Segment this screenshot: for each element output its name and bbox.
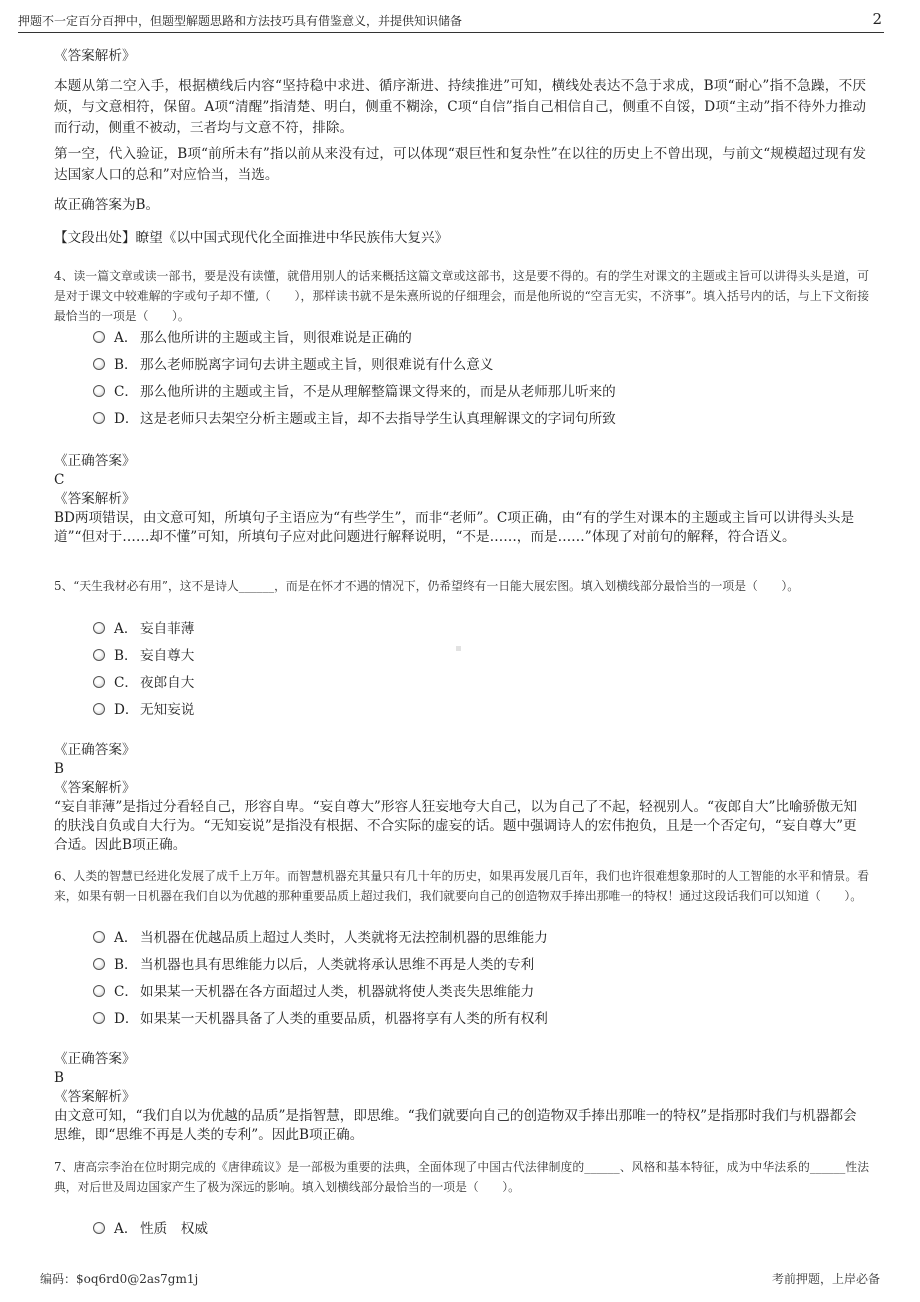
correct-answer-label: 《正确答案》 [54, 742, 136, 758]
analysis-label: 《答案解析》 [54, 48, 136, 64]
analysis-paragraph: 本题从第二空入手，根据横线后内容“坚持稳中求进、循序渐进、持续推进”可知，横线处表达不急于求成，B项“耐心”指不急躁，不厌烦，与文意相符，保留。A项“清醒”指清楚、明白，侧重不糊涂，C项“自信”指自己相信自己，侧重不自馁，D项“主动”指不待外力推动而行动，侧重不被动，三者均与文意不符，排除。 [54, 78, 866, 136]
analysis-text: “妄自菲薄”是指过分看轻自己，形容自卑。“妄自尊大”形容人狂妄地夸大自己，以为自己了不起，轻视别人。“夜郎自大”比喻骄傲无知的肤浅自负或自大行为。“无知妄说”是指没有根据、不合实际的虚妄的话。题中强调诗人的宏伟抱负，且是一个否定句，“妄自尊大”更合适。因此B项正确。 [54, 799, 857, 853]
option-b[interactable]: B． 妄自尊大 [93, 645, 194, 667]
answer-block [54, 741, 866, 855]
answer-block [54, 1050, 866, 1145]
analysis-text: 由文意可知，“我们自以为优越的品质”是指智慧，即思维。“我们就要向自己的创造物双手捧出那唯一的特权”是指那时我们与机器都会思维，即“思维不再是人类的专利”。因此B项正确。 [54, 1108, 857, 1143]
radio-icon[interactable] [93, 649, 105, 661]
radio-icon[interactable] [93, 985, 105, 997]
radio-icon[interactable] [93, 622, 105, 634]
correct-answer-label: 《正确答案》 [54, 453, 136, 469]
radio-icon[interactable] [93, 331, 105, 343]
question-stem: 5、“天生我材必有用”，这不是诗人______，而是在怀才不遇的情况下，仍希望终有一日能大展宏图。填入划横线部分最恰当的一项是（ ）。 [54, 579, 800, 593]
option-a[interactable]: A． 当机器在优越品质上超过人类时，人类就将无法控制机器的思维能力 [93, 927, 548, 949]
option-d[interactable]: D． 这是老师只去架空分析主题或主旨，却不去指导学生认真理解课文的字词句所致 [93, 408, 616, 430]
source-citation: 【文段出处】瞭望《以中国式现代化全面推进中华民族伟大复兴》 [54, 230, 449, 246]
question-stem: 7、唐高宗李治在位时期完成的《唐律疏议》是一部极为重要的法典，全面体现了中国古代法律制度的______、风格和基本特征，成为中华法系的______性法典，对后世及周边国家产生了极为深远的影响。填入划横线部分最恰当的一项是（ ）。 [54, 1160, 869, 1194]
page-footer [40, 1270, 880, 1287]
option-b[interactable]: B． 那么老师脱离字词句去讲主题或主旨，则很难说有什么意义 [93, 354, 493, 376]
radio-icon[interactable] [93, 703, 105, 715]
scan-dot [456, 646, 461, 651]
radio-icon[interactable] [93, 1012, 105, 1024]
radio-icon[interactable] [93, 385, 105, 397]
radio-icon[interactable] [93, 931, 105, 943]
analysis-label: 《答案解析》 [54, 780, 136, 796]
option-c[interactable]: C． 如果某一天机器在各方面超过人类，机器就将使人类丧失思维能力 [93, 981, 534, 1003]
question-stem: 4、读一篇文章或读一部书，要是没有读懂，就借用别人的话来概括这篇文章或这部书，这是要不得的。有的学生对课文的主题或主旨可以讲得头头是道，可是对于课文中较难解的字或句子却不懂,（ ），那样读书就不是朱熹所说的仔细理会，而是他所说的“空言无实，不济事”。填入括号内的话，与上下文衔接最恰当的一项是（ ）。 [54, 269, 869, 323]
option-d[interactable]: D． 如果某一天机器具备了人类的重要品质，机器将享有人类的所有权利 [93, 1008, 548, 1030]
correct-answer: C [54, 472, 65, 488]
radio-icon[interactable] [93, 1222, 105, 1234]
option-a[interactable]: A． 妄自菲薄 [93, 618, 194, 640]
correct-answer: B [54, 1070, 64, 1086]
analysis-paragraph: 第一空，代入验证，B项“前所未有”指以前从来没有过，可以体现“艰巨性和复杂性”在以往的历史上不曾出现，与前文“规模超过现有发达国家人口的总和”对应恰当，当选。 [54, 146, 866, 183]
option-c[interactable]: C． 那么他所讲的主题或主旨，不是从理解整篇课文得来的，而是从老师那儿听来的 [93, 381, 616, 403]
radio-icon[interactable] [93, 358, 105, 370]
question-stem: 6、人类的智慧已经进化发展了成千上万年。而智慧机器充其量只有几十年的历史，如果再发展几百年，我们也许很难想象那时的人工智能的水平和情景。看来，如果有朝一日机器在我们自以为优越的那种重要品质上超过我们，我们就要向自己的创造物双手捧出那唯一的特权！通过这段话我们可以知道（ ）。 [54, 869, 869, 903]
page-header [18, 12, 884, 33]
page-number: 2 [872, 10, 882, 28]
analysis-conclusion: 故正确答案为B。 [54, 197, 160, 213]
analysis-label: 《答案解析》 [54, 491, 136, 507]
option-d[interactable]: D． 无知妄说 [93, 699, 194, 721]
footer-slogan: 考前押题，上岸必备 [771, 1272, 880, 1286]
option-a[interactable]: A． 那么他所讲的主题或主旨，则很难说是正确的 [93, 327, 412, 349]
option-b[interactable]: B． 当机器也具有思维能力以后，人类就将承认思维不再是人类的专利 [93, 954, 534, 976]
analysis-label: 《答案解析》 [54, 1089, 136, 1105]
correct-answer: B [54, 761, 64, 777]
option-a[interactable]: A． 性质 权威 [93, 1218, 208, 1240]
analysis-text: BD两项错误，由文意可知，所填句子主语应为“有些学生”，而非“老师”。C项正确，由“有的学生对课本的主题或主旨可以讲得头头是道”“但对于……却不懂”可知，所填句子应对此问题进行解释说明，“不是……，而是……”体现了对前句的解释，符合语义。 [54, 510, 855, 545]
radio-icon[interactable] [93, 958, 105, 970]
header-note: 押题不一定百分百押中，但题型解题思路和方法技巧具有借鉴意义，并提供知识储备 [18, 14, 463, 28]
option-c[interactable]: C． 夜郎自大 [93, 672, 194, 694]
correct-answer-label: 《正确答案》 [54, 1051, 136, 1067]
document-code: 编码：$oq6rd0@2as7gm1j [40, 1272, 199, 1286]
radio-icon[interactable] [93, 676, 105, 688]
answer-block [54, 452, 866, 547]
radio-icon[interactable] [93, 412, 105, 424]
